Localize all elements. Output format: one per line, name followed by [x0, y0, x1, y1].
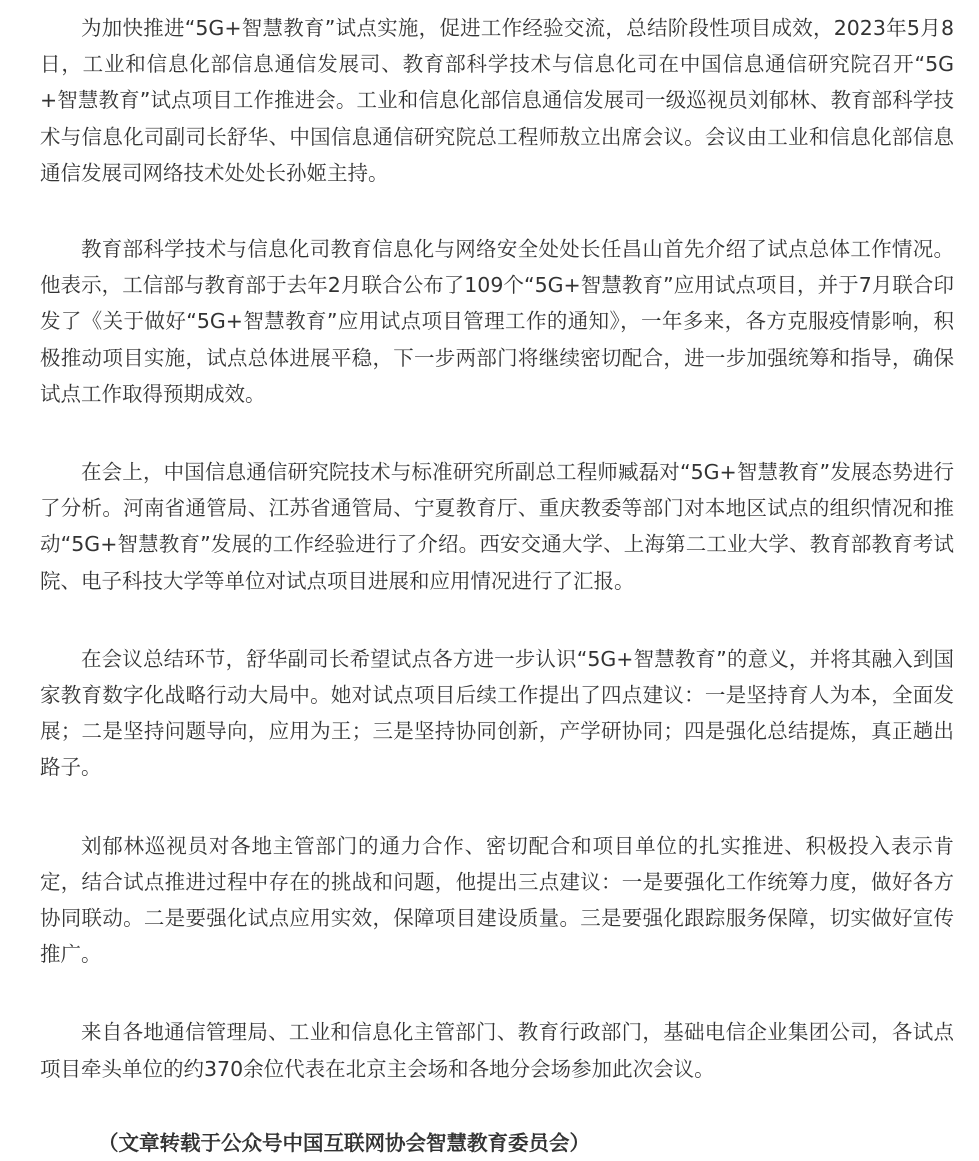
paragraph-summary-suggestions: 在会议总结环节，舒华副司长希望试点各方进一步认识“5G+智慧教育”的意义，并将其融入到国家教育数字化战略行动大局中。她对试点项目后续工作提出了四点建议：一是坚持育人为本，全面发展；二是坚持问题导向，应用为王；三是坚持协同创新，产学研协同；四是强化总结提炼，真正趟出路子。	[40, 646, 954, 780]
paragraph-attendees: 来自各地通信管理局、工业和信息化主管部门、教育行政部门，基础电信企业集团公司，各试点项目牵头单位的约370余位代表在北京主会场和各地分会场参加此次会议。	[40, 1020, 954, 1081]
source-note: （文章转载于公众号中国互联网协会智慧教育委员会）	[98, 1130, 590, 1155]
paragraph-meeting-intro: 为加快推进“5G+智慧教育”试点实施，促进工作经验交流，总结阶段性项目成效，2023年5月8日，工业和信息化部信息通信发展司、教育部科学技术与信息化司在中国信息通信研究院召开“5G+智慧教育”试点项目工作推进会。工业和信息化部信息通信发展司一级巡视员刘郁林、教育部科学技术与信息化司副司长舒华、中国信息通信研究院总工程师敖立出席会议。会议由工业和信息化部信息通信发展司网络技术处处长孙姬主持。	[40, 16, 954, 185]
paragraph-inspector-suggestions: 刘郁林巡视员对各地主管部门的通力合作、密切配合和项目单位的扎实推进、积极投入表示肯定，结合试点推进过程中存在的挑战和问题，他提出三点建议：一是要强化工作统筹力度，做好各方协同联动。二是要强化试点应用实效，保障项目建设质量。三是要强化跟踪服务保障，切实做好宣传推广。	[40, 833, 954, 967]
paragraph-pilot-overview: 教育部科学技术与信息化司教育信息化与网络安全处处长任昌山首先介绍了试点总体工作情况。他表示，工信部与教育部于去年2月联合公布了109个“5G+智慧教育”应用试点项目，并于7月联合印发了《关于做好“5G+智慧教育”应用试点项目管理工作的通知》，一年多来，各方克服疫情影响，积极推动项目实施，试点总体进展平稳，下一步两部门将继续密切配合，进一步加强统筹和指导，确保试点工作取得预期成效。	[40, 237, 954, 406]
paragraph-reports: 在会上，中国信息通信研究院技术与标准研究所副总工程师臧磊对“5G+智慧教育”发展态势进行了分析。河南省通管局、江苏省通管局、宁夏教育厅、重庆教委等部门对本地区试点的组织情况和推动“5G+智慧教育”发展的工作经验进行了介绍。西安交通大学、上海第二工业大学、教育部教育考试院、电子科技大学等单位对试点项目进展和应用情况进行了汇报。	[40, 460, 954, 593]
